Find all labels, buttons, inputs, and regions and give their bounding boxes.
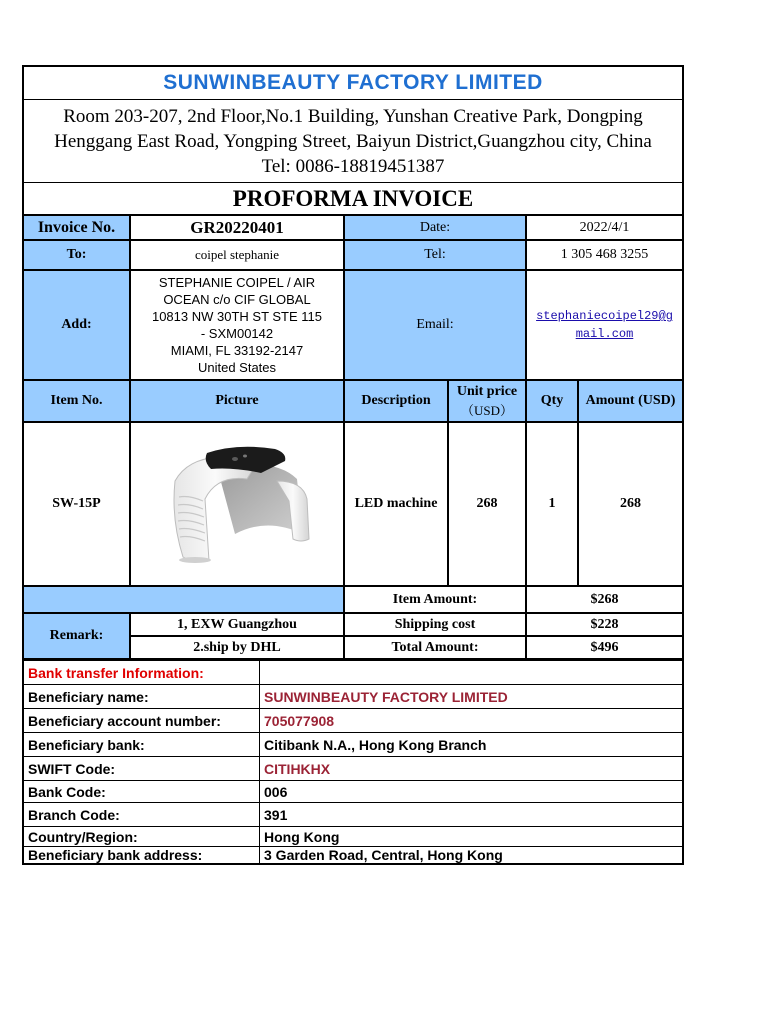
country-region-value: Hong Kong bbox=[260, 827, 682, 847]
branch-code-value: 391 bbox=[260, 803, 682, 827]
col-unit-price-line1: Unit price bbox=[456, 384, 518, 399]
country-region-label: Country/Region: bbox=[24, 827, 260, 847]
address-line-2: Henggang East Road, Yongping Street, Baiyun District,Guangzhou city, China bbox=[54, 130, 652, 152]
bank-code-value: 006 bbox=[260, 781, 682, 803]
date-value: 2022/4/1 bbox=[526, 215, 684, 240]
bank-info-table bbox=[22, 659, 684, 865]
beneficiary-name-label: Beneficiary name: bbox=[24, 685, 260, 709]
beneficiary-bank-label: Beneficiary bank: bbox=[24, 733, 260, 757]
bank-address-label: Beneficiary bank address: bbox=[24, 847, 260, 863]
total-label: Total Amount: bbox=[344, 636, 526, 659]
address-line: OCEAN c/o CIF GLOBAL bbox=[163, 292, 311, 307]
remark-label: Remark: bbox=[22, 613, 130, 659]
total-value: $496 bbox=[526, 636, 684, 659]
company-name: SUNWINBEAUTY FACTORY LIMITED bbox=[163, 71, 543, 94]
document-title: PROFORMA INVOICE bbox=[232, 185, 474, 211]
remark-2: 2.ship by DHL bbox=[130, 636, 344, 659]
invoice-no-label: Invoice No. bbox=[22, 215, 130, 240]
branch-code-label: Branch Code: bbox=[24, 803, 260, 827]
bank-title: Bank transfer Information: bbox=[24, 661, 260, 685]
col-item-no: Item No. bbox=[22, 380, 130, 422]
description-cell: LED machine bbox=[344, 422, 448, 586]
item-no-cell: SW-15P bbox=[22, 422, 130, 586]
email-label: Email: bbox=[344, 270, 526, 380]
account-number-label: Beneficiary account number: bbox=[24, 709, 260, 733]
address-line: MIAMI, FL 33192-2147 bbox=[170, 343, 304, 358]
col-qty: Qty bbox=[526, 380, 578, 422]
swift-code-label: SWIFT Code: bbox=[24, 757, 260, 781]
item-amount-label: Item Amount: bbox=[344, 586, 526, 613]
email-line[interactable]: mail.com bbox=[575, 327, 634, 341]
item-amount-value: $268 bbox=[526, 586, 684, 613]
to-label: To: bbox=[22, 240, 130, 270]
remark-1: 1, EXW Guangzhou bbox=[130, 613, 344, 636]
company-address-cell bbox=[22, 100, 684, 183]
account-number-value: 705077908 bbox=[260, 709, 682, 733]
bank-title-blank bbox=[260, 661, 682, 685]
qty-cell: 1 bbox=[526, 422, 578, 586]
led-machine-image bbox=[157, 439, 317, 569]
col-unit-price-line2: （USD） bbox=[460, 403, 513, 418]
add-label: Add: bbox=[22, 270, 130, 380]
address-line: STEPHANIE COIPEL / AIR bbox=[158, 275, 316, 290]
address-line: United States bbox=[197, 360, 277, 375]
shipping-label: Shipping cost bbox=[344, 613, 526, 636]
shipping-value: $228 bbox=[526, 613, 684, 636]
col-description: Description bbox=[344, 380, 448, 422]
beneficiary-bank-value: Citibank N.A., Hong Kong Branch bbox=[260, 733, 682, 757]
col-unit-price bbox=[448, 380, 526, 422]
tel-value: 1 305 468 3255 bbox=[526, 240, 684, 270]
address-cell bbox=[130, 270, 344, 380]
beneficiary-name-value: SUNWINBEAUTY FACTORY LIMITED bbox=[260, 685, 682, 709]
company-tel: Tel: 0086-18819451387 bbox=[261, 155, 445, 177]
item-picture-cell bbox=[130, 422, 344, 586]
col-picture: Picture bbox=[130, 380, 344, 422]
bank-address-value: 3 Garden Road, Central, Hong Kong bbox=[264, 847, 503, 863]
date-label: Date: bbox=[344, 215, 526, 240]
unit-price-cell: 268 bbox=[448, 422, 526, 586]
bank-code-label: Bank Code: bbox=[24, 781, 260, 803]
email-link[interactable] bbox=[526, 270, 684, 380]
invoice-no-value: GR20220401 bbox=[130, 215, 344, 240]
address-line-1: Room 203-207, 2nd Floor,No.1 Building, Yunshan Creative Park, Dongping bbox=[63, 105, 643, 127]
col-amount: Amount (USD) bbox=[578, 380, 684, 422]
company-name-cell bbox=[22, 65, 684, 100]
document-title-cell bbox=[22, 183, 684, 215]
swift-code-value: CITIHKHX bbox=[260, 757, 682, 781]
address-line: 10813 NW 30TH ST STE 115 bbox=[151, 309, 323, 324]
amount-cell: 268 bbox=[578, 422, 684, 586]
email-line[interactable]: stephaniecoipel29@g bbox=[536, 309, 673, 323]
address-line: - SXM00142 bbox=[200, 326, 274, 341]
tel-label: Tel: bbox=[344, 240, 526, 270]
to-value: coipel stephanie bbox=[130, 240, 344, 270]
blank-blue-cell bbox=[22, 586, 344, 613]
